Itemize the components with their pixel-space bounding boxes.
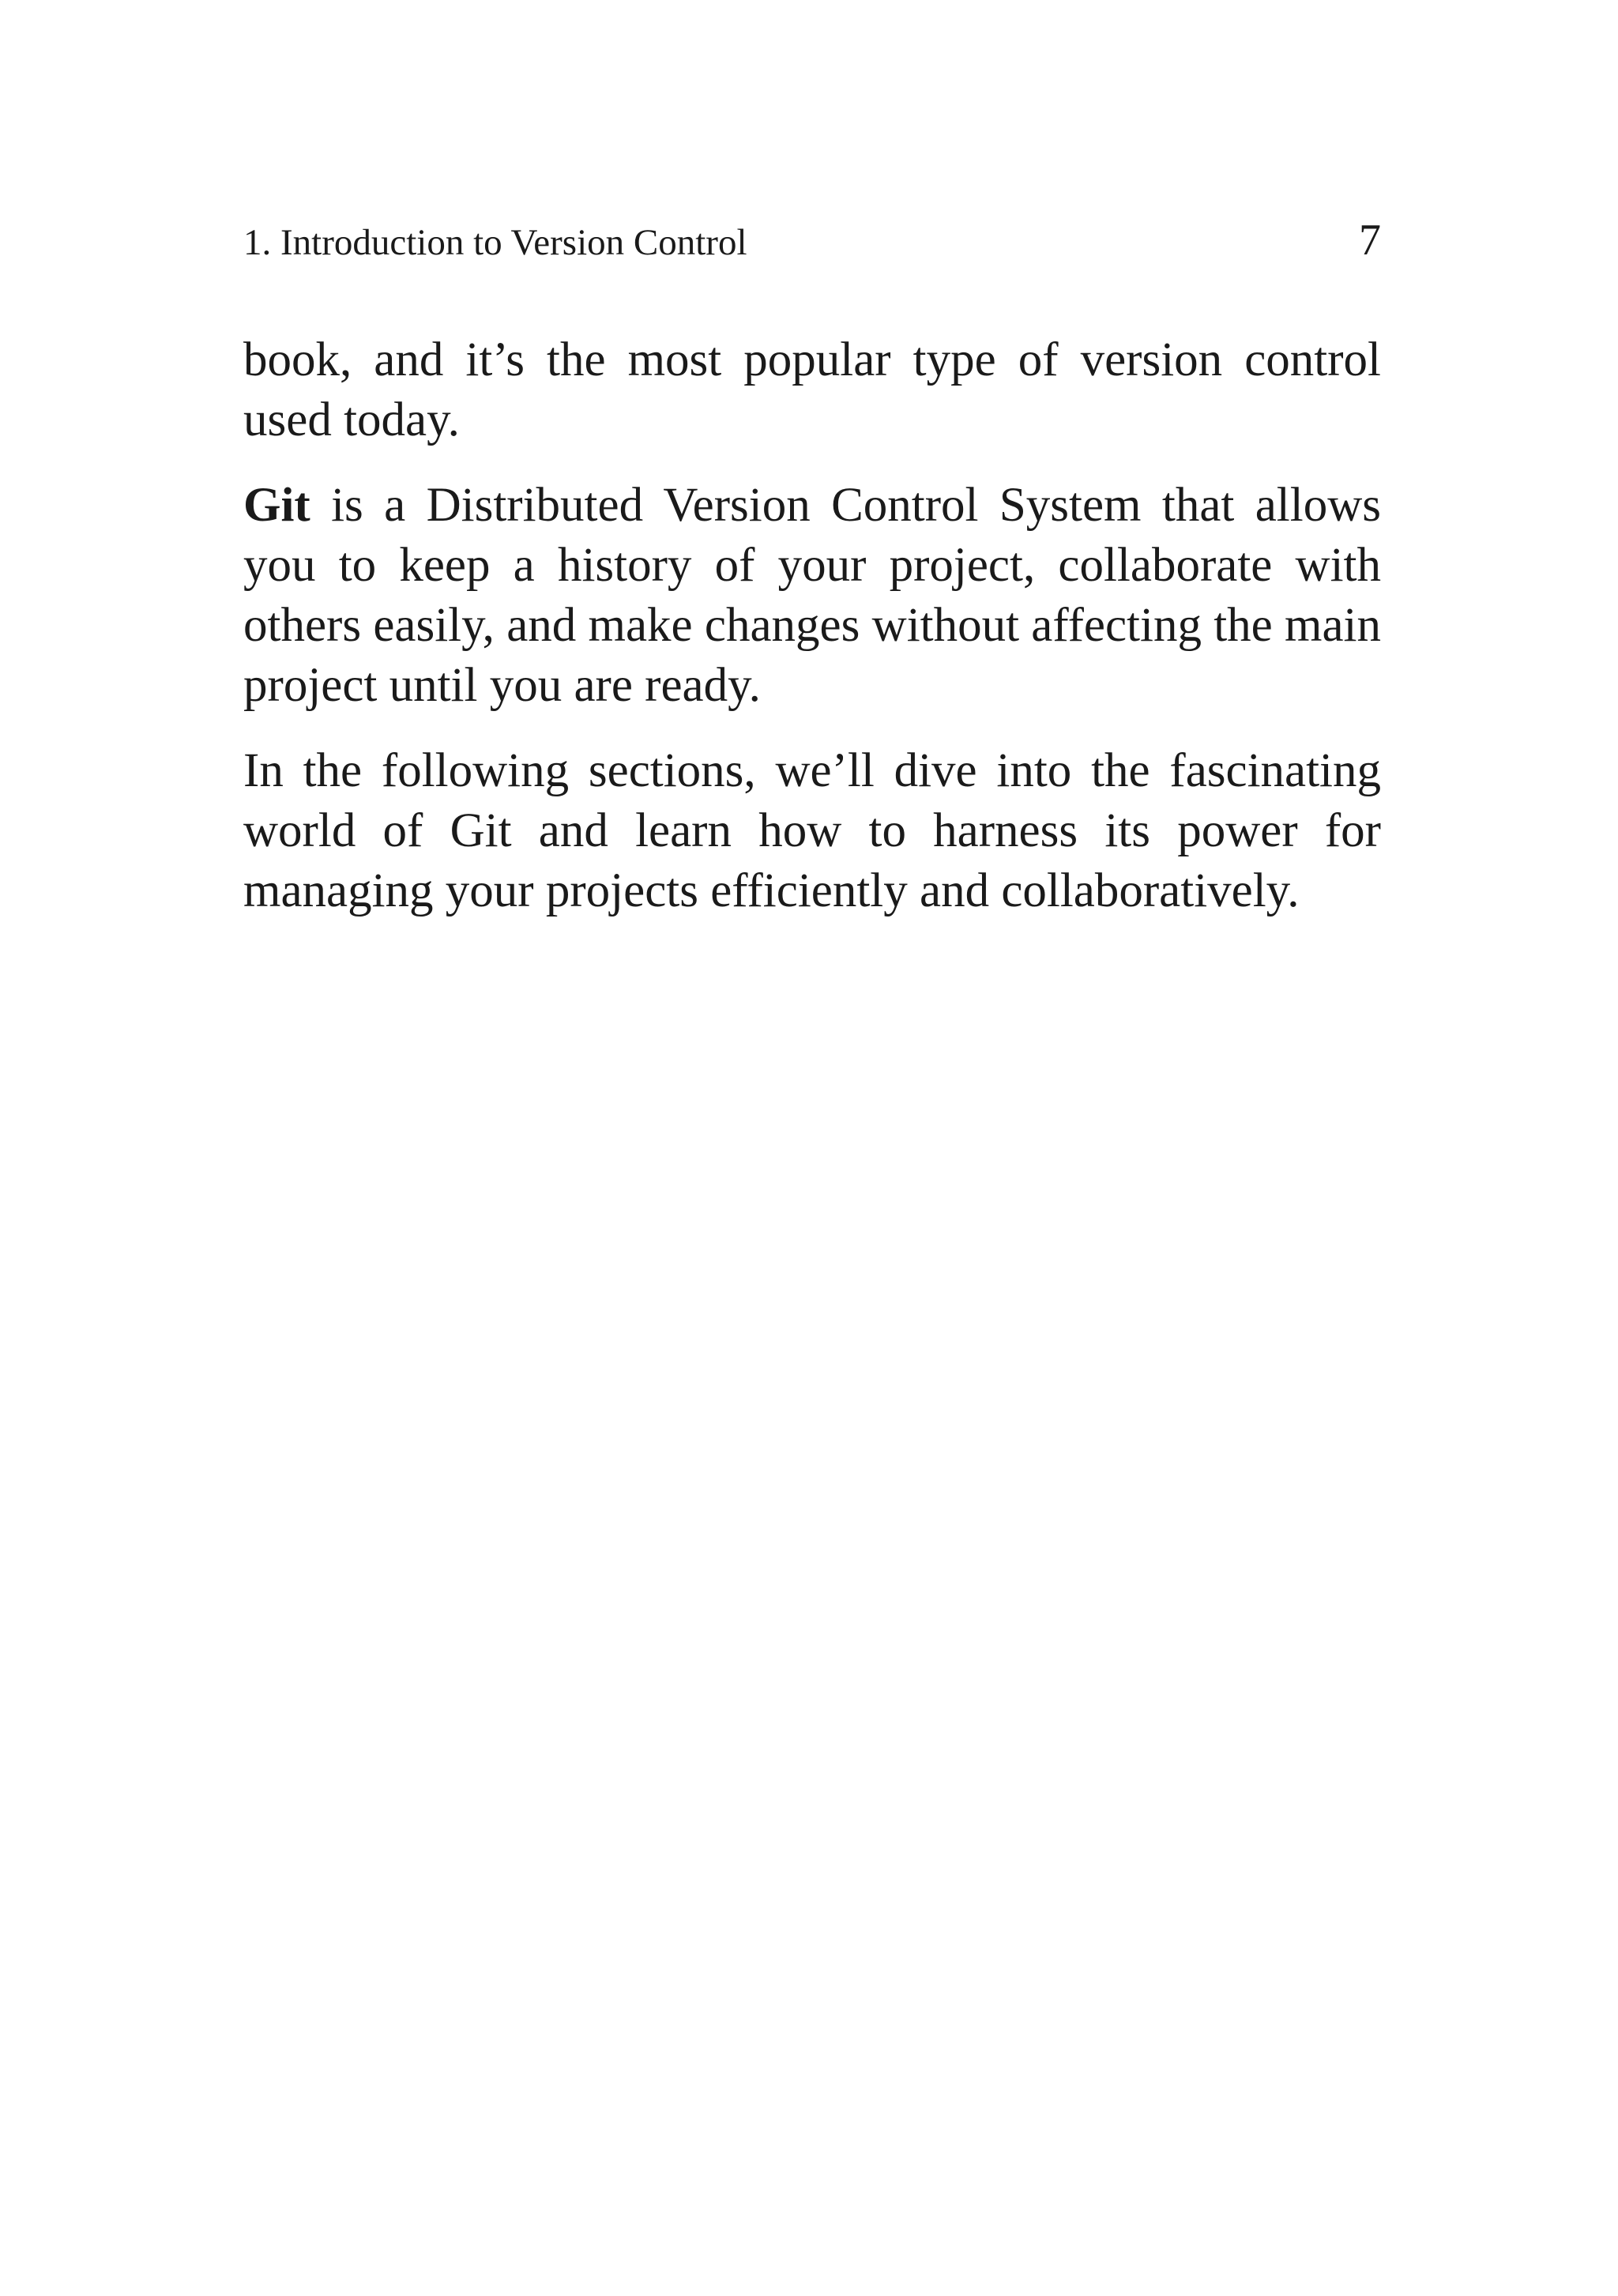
paragraph-1: book, and it’s the most popular type of version control used today. (243, 333, 1381, 446)
body-text (243, 330, 1381, 947)
paragraph-2 (243, 476, 1381, 716)
paragraph-3: In the following sections, we’ll dive into the fascinating world of Git and learn how to harness its power for managing your projects efficiently and collaboratively. (243, 744, 1381, 917)
paragraph-2-text: is a Distributed Version Control System that allows you to keep a history of your project, collaborate with others easily, and make changes without affecting the main project until you are ready. (243, 479, 1381, 712)
chapter-title: 1. Introduction to Version Control (243, 222, 747, 263)
running-header (243, 215, 1381, 270)
page-number: 7 (1359, 216, 1381, 265)
git-term: Git (243, 479, 310, 532)
